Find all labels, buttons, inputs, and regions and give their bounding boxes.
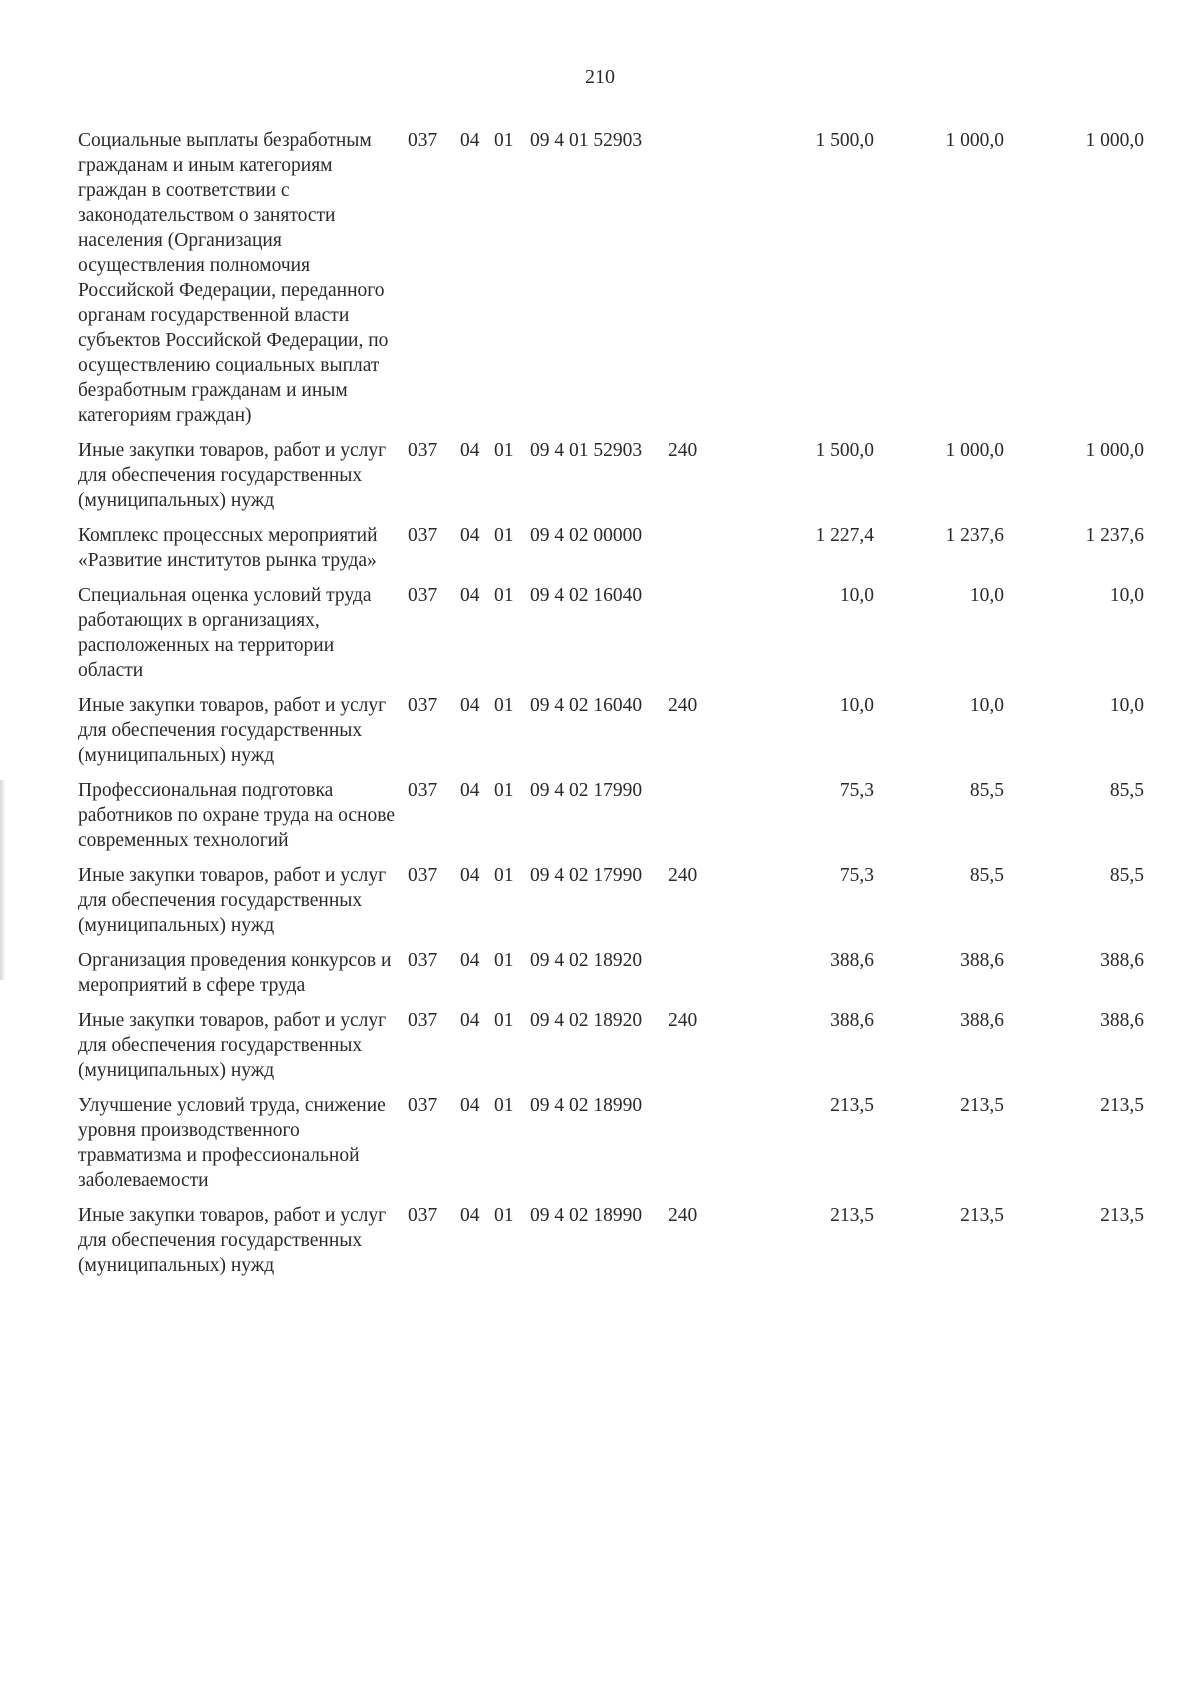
expense-type-code: 240	[668, 1205, 698, 1226]
section-code: 04	[460, 950, 480, 971]
subsection-code: 01	[494, 1205, 514, 1226]
amount-year-1: 75,3	[839, 865, 874, 886]
ministry-code: 037	[408, 1205, 438, 1226]
amount-year-3: 85,5	[1109, 865, 1144, 886]
ministry-code: 037	[408, 130, 438, 151]
subsection-code: 01	[494, 1010, 514, 1031]
ministry-code: 037	[408, 1095, 438, 1116]
section-code: 04	[460, 865, 480, 886]
ministry-code: 037	[408, 865, 438, 886]
amount-year-1: 213,5	[830, 1095, 874, 1116]
subsection-code: 01	[494, 130, 514, 151]
expense-type-code	[668, 583, 768, 683]
expense-type-code	[668, 1093, 768, 1193]
table-row	[78, 577, 1158, 687]
expense-type-code: 240	[668, 440, 698, 461]
section-code: 04	[460, 1205, 480, 1226]
row-description: Социальные выплаты безработным гражданам и иным категориям граждан в соответствии с законодательством о занятости населения (Организация осуществления полномочия Российской Федерации, переданного органам государственной власти субъектов Российской Федерации, по осуществлению социальных выплат безработным гражданам и иным категориям граждан)	[78, 130, 389, 426]
target-article-code: 09 4 02 17990	[530, 865, 643, 886]
row-description: Иные закупки товаров, работ и услуг для обеспечения государственных (муниципальных) нужд	[78, 1010, 387, 1081]
section-code: 04	[460, 130, 480, 151]
target-article-code: 09 4 01 52903	[530, 130, 643, 151]
table-row	[78, 1087, 1158, 1197]
subsection-code: 01	[494, 1095, 514, 1116]
amount-year-1: 10,0	[839, 695, 874, 716]
amount-year-3: 213,5	[1100, 1205, 1144, 1226]
amount-year-1: 388,6	[830, 950, 874, 971]
subsection-code: 01	[494, 525, 514, 546]
amount-year-1: 213,5	[830, 1205, 874, 1226]
amount-year-2: 85,5	[969, 865, 1004, 886]
section-code: 04	[460, 695, 480, 716]
expense-type-code	[668, 778, 768, 853]
amount-year-3: 388,6	[1100, 1010, 1144, 1031]
table-row	[78, 942, 1158, 1002]
table-row	[78, 517, 1158, 577]
amount-year-2: 85,5	[969, 780, 1004, 801]
target-article-code: 09 4 02 00000	[530, 525, 643, 546]
subsection-code: 01	[494, 440, 514, 461]
amount-year-3: 10,0	[1109, 695, 1144, 716]
target-article-code: 09 4 02 18990	[530, 1095, 643, 1116]
expense-type-code: 240	[668, 695, 698, 716]
subsection-code: 01	[494, 780, 514, 801]
ministry-code: 037	[408, 780, 438, 801]
amount-year-2: 10,0	[969, 585, 1004, 606]
expense-type-code	[668, 948, 768, 998]
table-row	[78, 857, 1158, 942]
section-code: 04	[460, 1095, 480, 1116]
amount-year-2: 213,5	[960, 1205, 1004, 1226]
amount-year-2: 10,0	[969, 695, 1004, 716]
scan-edge-shadow	[0, 780, 6, 980]
row-description: Иные закупки товаров, работ и услуг для обеспечения государственных (муниципальных) нужд	[78, 1205, 387, 1276]
amount-year-3: 1 000,0	[1085, 130, 1144, 151]
expense-type-code	[668, 523, 768, 573]
amount-year-2: 1 000,0	[945, 130, 1004, 151]
row-description: Улучшение условий труда, снижение уровня производственного травматизма и профессиональной заболеваемости	[78, 1095, 386, 1191]
ministry-code: 037	[408, 1010, 438, 1031]
amount-year-1: 1 500,0	[815, 440, 874, 461]
target-article-code: 09 4 02 17990	[530, 780, 643, 801]
subsection-code: 01	[494, 865, 514, 886]
target-article-code: 09 4 02 16040	[530, 695, 643, 716]
amount-year-3: 85,5	[1109, 780, 1144, 801]
row-description: Иные закупки товаров, работ и услуг для обеспечения государственных (муниципальных) нужд	[78, 695, 387, 766]
row-description: Иные закупки товаров, работ и услуг для обеспечения государственных (муниципальных) нужд	[78, 865, 387, 936]
amount-year-3: 213,5	[1100, 1095, 1144, 1116]
ministry-code: 037	[408, 585, 438, 606]
target-article-code: 09 4 02 18990	[530, 1205, 643, 1226]
ministry-code: 037	[408, 695, 438, 716]
section-code: 04	[460, 585, 480, 606]
target-article-code: 09 4 01 52903	[530, 440, 643, 461]
amount-year-3: 10,0	[1109, 585, 1144, 606]
amount-year-1: 388,6	[830, 1010, 874, 1031]
amount-year-1: 10,0	[839, 585, 874, 606]
amount-year-1: 1 227,4	[815, 525, 874, 546]
ministry-code: 037	[408, 440, 438, 461]
target-article-code: 09 4 02 18920	[530, 950, 643, 971]
amount-year-1: 75,3	[839, 780, 874, 801]
subsection-code: 01	[494, 695, 514, 716]
subsection-code: 01	[494, 585, 514, 606]
section-code: 04	[460, 1010, 480, 1031]
table-row	[78, 1197, 1158, 1282]
row-description: Специальная оценка условий труда работающих в организациях, расположенных на территории области	[78, 585, 372, 681]
row-description: Иные закупки товаров, работ и услуг для обеспечения государственных (муниципальных) нужд	[78, 440, 387, 511]
amount-year-3: 388,6	[1100, 950, 1144, 971]
ministry-code: 037	[408, 950, 438, 971]
table-row	[78, 122, 1158, 432]
amount-year-2: 1 237,6	[945, 525, 1004, 546]
amount-year-3: 1 000,0	[1085, 440, 1144, 461]
expense-type-code: 240	[668, 865, 698, 886]
row-description: Профессиональная подготовка работников по охране труда на основе современных технологий	[78, 780, 395, 851]
subsection-code: 01	[494, 950, 514, 971]
amount-year-2: 388,6	[960, 950, 1004, 971]
expense-type-code: 240	[668, 1010, 698, 1031]
table-row	[78, 1002, 1158, 1087]
target-article-code: 09 4 02 18920	[530, 1010, 643, 1031]
ministry-code: 037	[408, 525, 438, 546]
amount-year-1: 1 500,0	[815, 130, 874, 151]
target-article-code: 09 4 02 16040	[530, 585, 643, 606]
section-code: 04	[460, 440, 480, 461]
row-description: Комплекс процессных мероприятий «Развитие институтов рынка труда»	[78, 525, 378, 571]
amount-year-2: 213,5	[960, 1095, 1004, 1116]
amount-year-3: 1 237,6	[1085, 525, 1144, 546]
table-row	[78, 687, 1158, 772]
page-number: 210	[585, 66, 615, 88]
amount-year-2: 388,6	[960, 1010, 1004, 1031]
amount-year-2: 1 000,0	[945, 440, 1004, 461]
table-row	[78, 772, 1158, 857]
section-code: 04	[460, 780, 480, 801]
budget-table	[78, 122, 1158, 1282]
table-row	[78, 432, 1158, 517]
row-description: Организация проведения конкурсов и мероприятий в сфере труда	[78, 950, 392, 996]
section-code: 04	[460, 525, 480, 546]
expense-type-code	[668, 128, 768, 428]
